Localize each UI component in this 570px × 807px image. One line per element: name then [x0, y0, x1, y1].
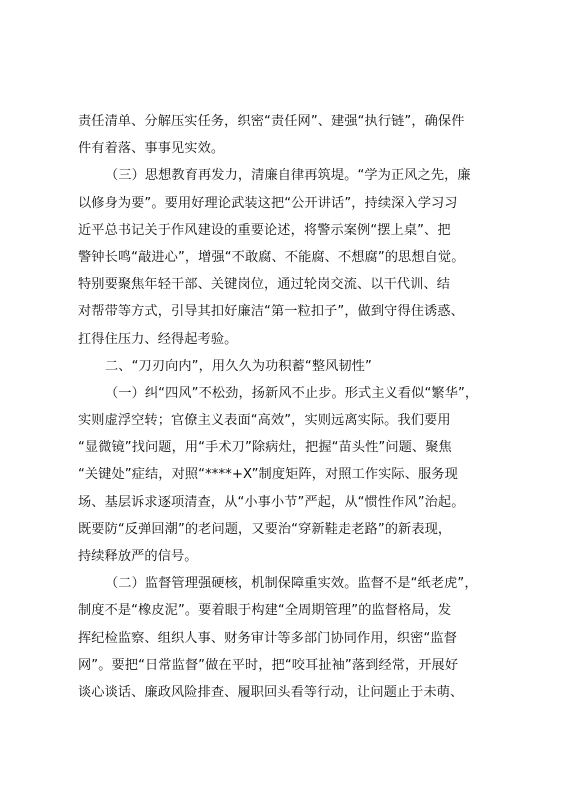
- text-line: 特别要聚焦年轻干部、关键岗位，通过轮岗交流、以干代训、结: [78, 277, 451, 293]
- text-line: 既要防“反弹回潮”的老问题，又要治“穿新鞋走老路”的新表现，: [78, 521, 452, 537]
- text-line: 警钟长鸣“敲进心”，增强“不敢腐、不能腐、不想腐”的思想自觉。: [78, 249, 465, 265]
- paragraph-start-line: （三）思想教育再发力，清廉自律再筑堤。“学为正风之先，廉: [105, 168, 471, 184]
- text-line: 制度不是“橡皮泥”。要着眼于构建“全周期管理”的监督格局，发: [78, 603, 452, 619]
- text-line: 持续释放严的信号。: [78, 549, 198, 564]
- paragraph-start-line: （二）监督管理强硬核，机制保障重实效。监督不是“纸老虎”，: [105, 576, 478, 592]
- text-line: 谈心谈话、廉政风险排查、履职回头看等行动，让问题止于未萌、: [78, 684, 464, 700]
- text-line: 场、基层诉求逐项清查，从“小事小节”严起，从“惯性作风”治起。: [78, 494, 465, 510]
- paragraph-start-line: （一）纠“四风”不松劲，扬新风不止步。形式主义看似“繁华”，: [105, 385, 479, 401]
- text-line: 扛得住压力、经得起考验。: [78, 331, 238, 347]
- text-line: 挥纪检监察、组织人事、财务审计等多部门协同作用，织密“监督: [78, 630, 457, 646]
- text-line: “显微镜”找问题，用“手术刀”除病灶，把握“苗头性”问题、聚焦: [78, 440, 452, 456]
- text-line: “关键处”症结，对照“****+X”制度矩阵，对照工作实际、服务现: [78, 467, 458, 483]
- text-line: 实则虚浮空转；官僚主义表面“高效”，实则远离实际。我们要用: [78, 413, 451, 429]
- text-line: 责任清单、分解压实任务，织密“责任网”、建强“执行链”，确保件: [78, 114, 465, 129]
- text-line: 以修身为要”。要用好理论武装这把“公开讲话”，持续深入学习习: [78, 195, 458, 211]
- text-line: 近平总书记关于作风建设的重要论述，将警示案例“摆上桌”、把: [78, 222, 451, 238]
- text-line: 网”。要把“日常监督”做在平时，把“咬耳扯袖”落到经常，开展好: [78, 657, 459, 673]
- body-text: [78, 108, 500, 706]
- section-heading: 二、“刀刃向内”，用久久为功积蓄“整风韧性”: [105, 358, 372, 374]
- text-line: 对帮带等方式，引导其扣好廉洁“第一粒扣子”，做到守得住诱惑、: [78, 304, 464, 320]
- text-line: 件有着落、事事见实效。: [78, 141, 225, 157]
